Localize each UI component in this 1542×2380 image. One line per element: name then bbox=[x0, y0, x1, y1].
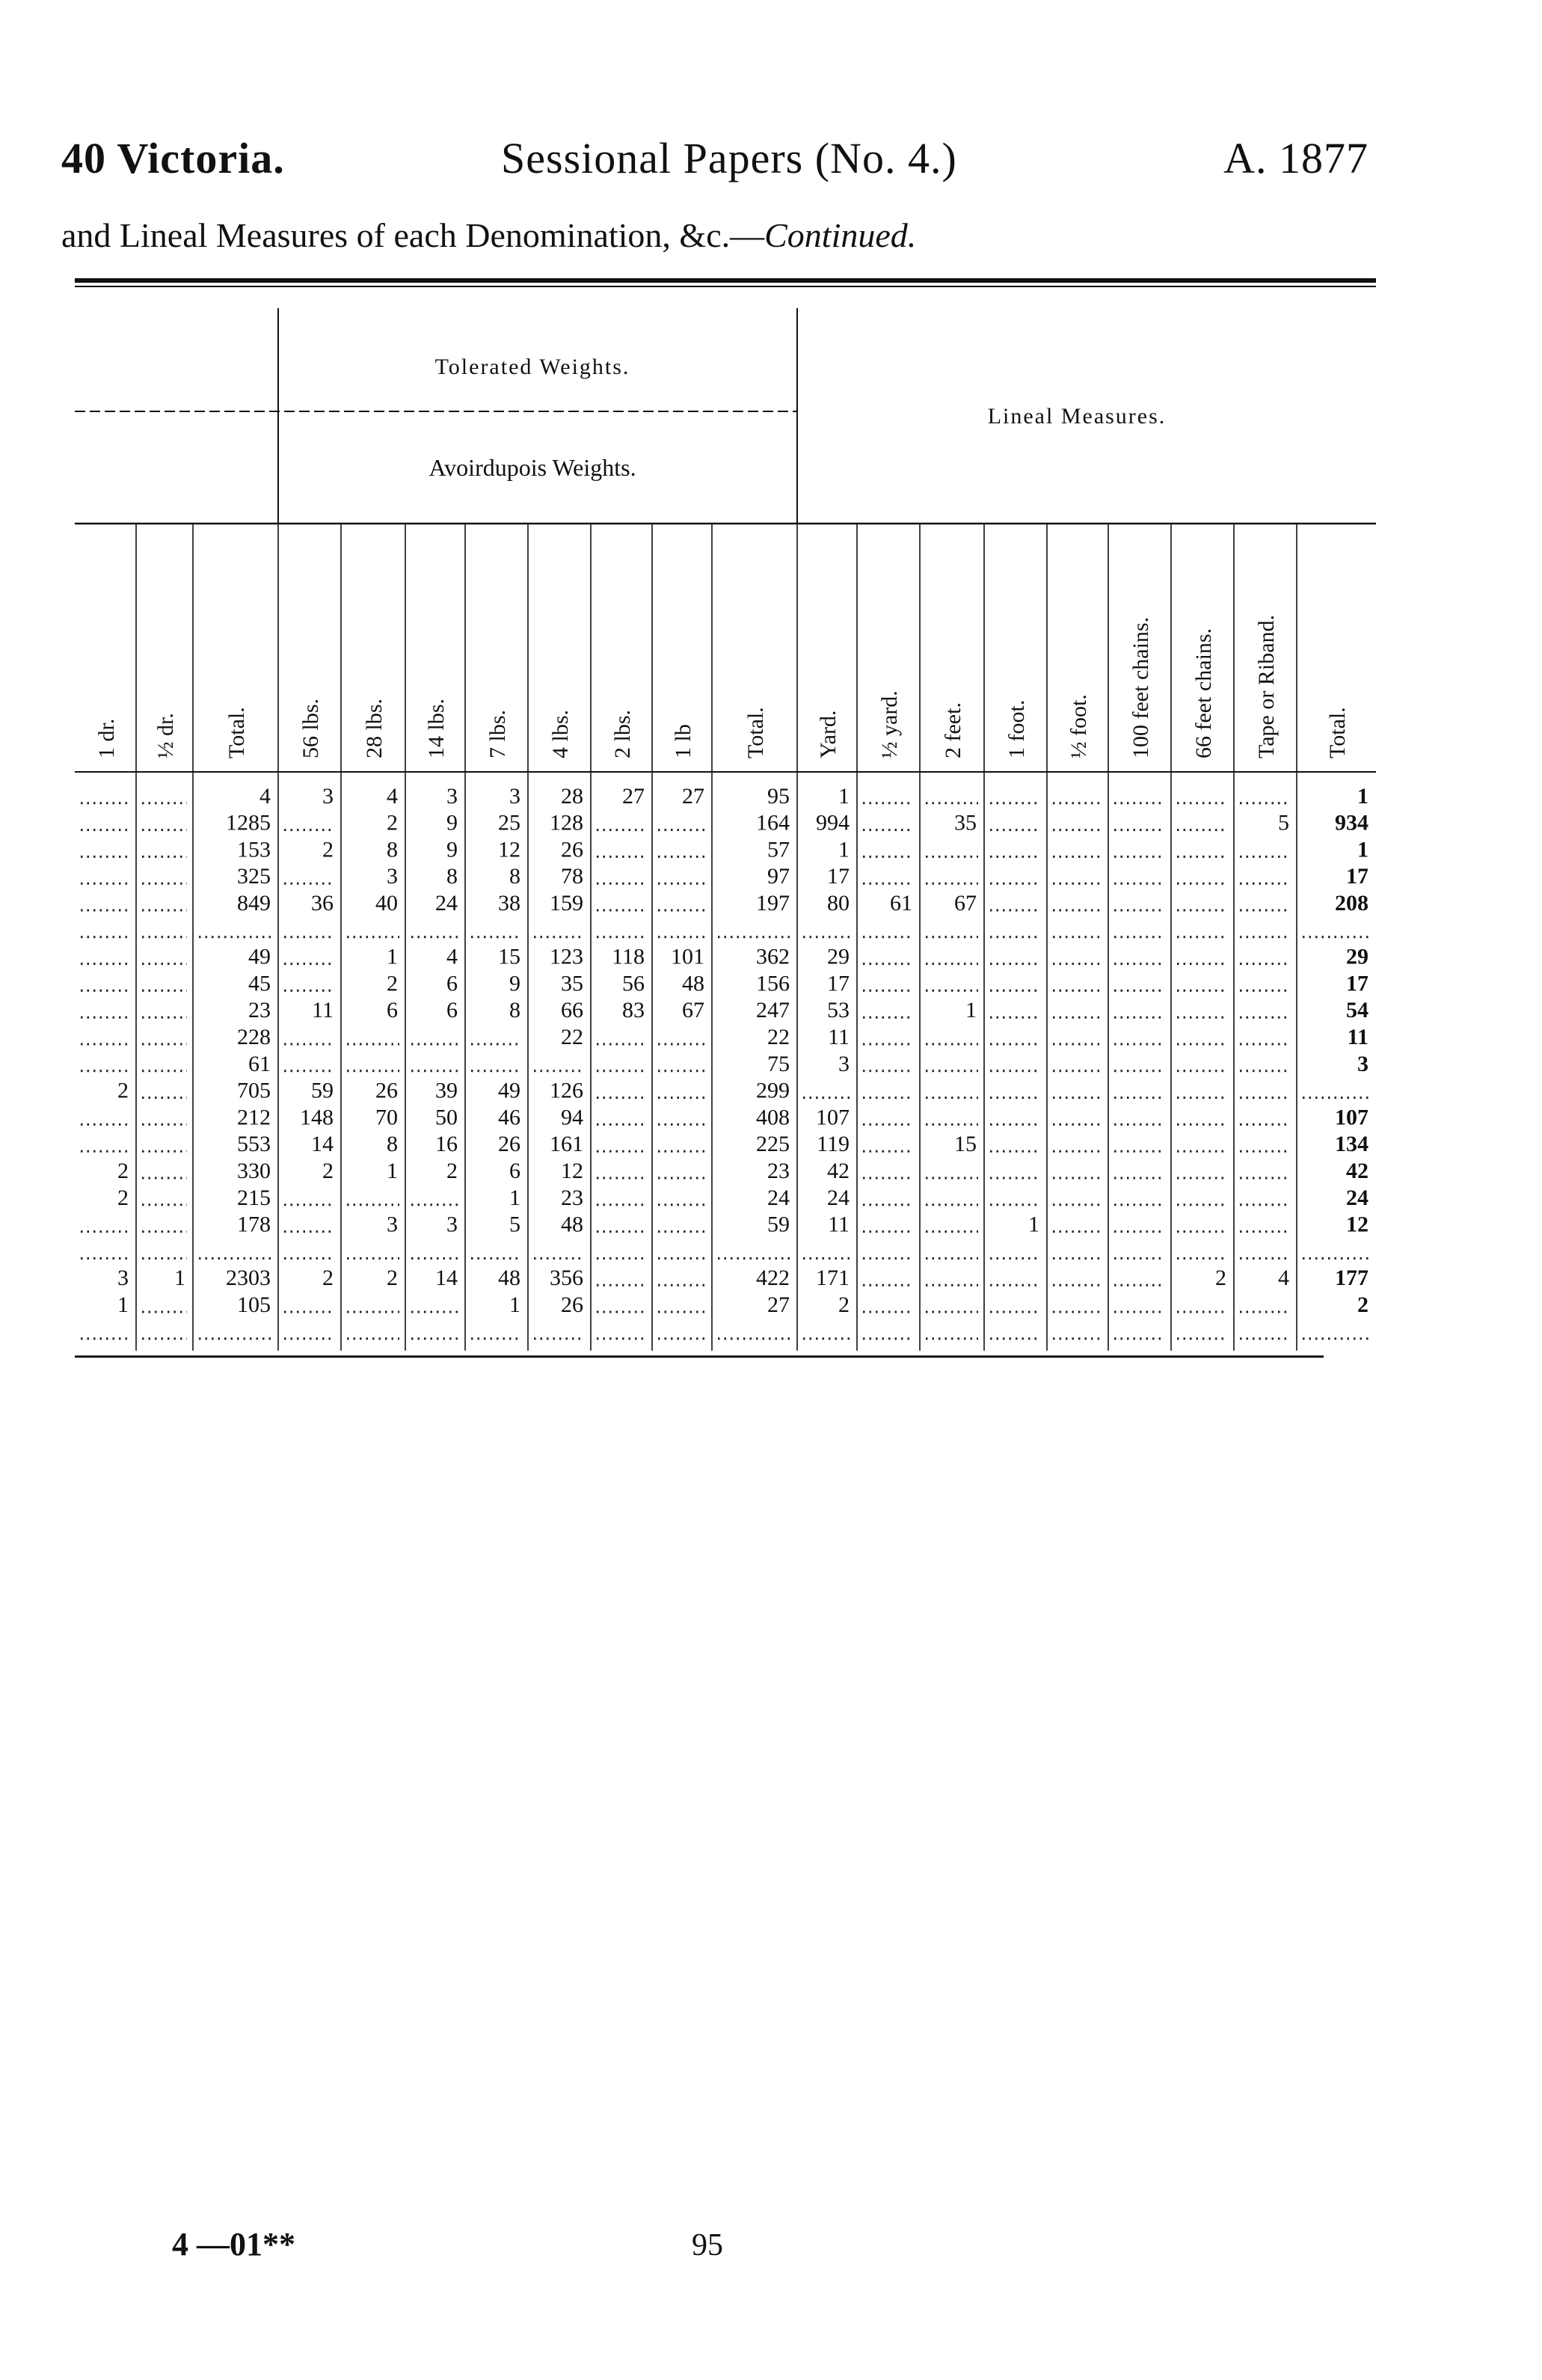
table-cell: 101 bbox=[671, 944, 704, 969]
table-cell: 2 bbox=[1357, 1292, 1369, 1317]
page-number: 95 bbox=[692, 2228, 723, 2263]
table-cell: 35 bbox=[954, 810, 977, 835]
table-row bbox=[81, 1105, 1369, 1129]
table-cell: 17 bbox=[827, 864, 850, 889]
column-header: Total. bbox=[1325, 707, 1350, 758]
table-row bbox=[81, 1025, 1369, 1049]
column-header: ½ yard. bbox=[877, 690, 902, 758]
column-header: 4 lbs. bbox=[548, 709, 573, 758]
table-cell: 156 bbox=[756, 971, 790, 996]
table-cell: 11 bbox=[1347, 1025, 1369, 1049]
table-cell: 22 bbox=[767, 1025, 790, 1049]
table-cell: 8 bbox=[387, 837, 398, 862]
column-header: 100 feet chains. bbox=[1128, 616, 1153, 758]
table-cell: 3 bbox=[117, 1266, 129, 1291]
table-cell: 14 bbox=[435, 1266, 458, 1291]
table-cell: 26 bbox=[498, 1132, 520, 1157]
table-row bbox=[81, 971, 1369, 996]
table-cell: 83 bbox=[622, 998, 645, 1023]
table-cell: 408 bbox=[756, 1105, 790, 1130]
table-cell: 9 bbox=[446, 837, 458, 862]
table-cell: 29 bbox=[1346, 944, 1369, 969]
table-cell: 1 bbox=[838, 783, 850, 809]
table-cell: 59 bbox=[311, 1078, 334, 1103]
table-cell: 1 bbox=[838, 837, 850, 862]
table-row bbox=[117, 1292, 1369, 1317]
table-cell: 66 bbox=[561, 998, 583, 1023]
table-cell: 8 bbox=[446, 864, 458, 889]
table-cell: 42 bbox=[1346, 1159, 1369, 1183]
table-cell: 12 bbox=[498, 837, 520, 862]
column-header: 2 lbs. bbox=[610, 709, 635, 758]
table-cell: 2 bbox=[446, 1159, 458, 1183]
table-cell: 70 bbox=[375, 1105, 398, 1130]
table-cell: 27 bbox=[682, 783, 704, 809]
table-row bbox=[81, 1052, 1369, 1076]
column-header: 56 lbs. bbox=[298, 698, 323, 758]
column-header: 7 lbs. bbox=[485, 709, 510, 758]
table-cell: 23 bbox=[248, 998, 271, 1023]
table-row bbox=[117, 1186, 1369, 1210]
table-cell: 705 bbox=[237, 1078, 271, 1103]
table-cell: 325 bbox=[237, 864, 271, 889]
table-cell: 299 bbox=[756, 1078, 790, 1103]
table-cell: 118 bbox=[612, 944, 645, 969]
table-row bbox=[81, 864, 1369, 889]
table-cell: 12 bbox=[1346, 1212, 1369, 1237]
table-row bbox=[117, 1159, 1369, 1183]
table-cell: 6 bbox=[446, 998, 458, 1023]
table-cell: 134 bbox=[1335, 1132, 1369, 1157]
table-cell: 8 bbox=[509, 864, 520, 889]
column-header: 14 lbs. bbox=[424, 698, 449, 758]
table-cell: 6 bbox=[446, 971, 458, 996]
table-cell: 3 bbox=[1357, 1051, 1369, 1076]
table-cell: 49 bbox=[248, 944, 271, 969]
table-cell: 23 bbox=[561, 1185, 583, 1210]
table-cell: 1 bbox=[1357, 837, 1369, 862]
table-cell: 1 bbox=[174, 1266, 185, 1291]
table-cell: 2 bbox=[322, 1159, 334, 1183]
table-cell: 54 bbox=[1346, 998, 1369, 1023]
table-cell: 197 bbox=[756, 891, 790, 915]
table-cell: 8 bbox=[509, 998, 520, 1023]
table-cell: 1 bbox=[1028, 1212, 1039, 1237]
table-cell: 849 bbox=[237, 891, 271, 915]
table-cell: 24 bbox=[827, 1185, 850, 1210]
table-cell: 49 bbox=[498, 1078, 520, 1103]
table-cell: 38 bbox=[498, 891, 520, 915]
table-cell: 3 bbox=[322, 783, 334, 809]
table-cell: 53 bbox=[827, 998, 850, 1023]
table-cell: 171 bbox=[816, 1266, 850, 1291]
table-cell: 2 bbox=[117, 1185, 129, 1210]
table-cell: 107 bbox=[816, 1105, 850, 1130]
table-cell: 148 bbox=[300, 1105, 334, 1130]
table-cell: 11 bbox=[828, 1212, 850, 1237]
table-cell: 3 bbox=[387, 1212, 398, 1237]
table-cell: 2 bbox=[1215, 1266, 1226, 1291]
table-cell: 27 bbox=[622, 783, 645, 809]
table-cell: 2 bbox=[117, 1159, 129, 1183]
table-row bbox=[117, 1079, 1370, 1103]
table-cell: 16 bbox=[435, 1132, 458, 1157]
table-cell: 356 bbox=[550, 1266, 583, 1291]
table-cell: 48 bbox=[498, 1266, 520, 1291]
table-cell: 2 bbox=[838, 1292, 850, 1317]
table-cell: 9 bbox=[446, 810, 458, 835]
table-cell: 25 bbox=[498, 810, 520, 835]
table-cell: 178 bbox=[237, 1212, 271, 1237]
header-right: A. 1877 bbox=[1223, 134, 1369, 183]
footer-signature-mark: 4 —01** bbox=[172, 2226, 295, 2263]
table-cell: 5 bbox=[509, 1212, 520, 1237]
table-cell: 128 bbox=[550, 810, 583, 835]
table-cell: 362 bbox=[756, 944, 790, 969]
table-cell: 3 bbox=[446, 1212, 458, 1237]
table-cell: 1285 bbox=[226, 810, 271, 835]
table-cell: 61 bbox=[890, 891, 912, 915]
table-cell: 208 bbox=[1335, 891, 1369, 915]
table-cell: 2 bbox=[117, 1078, 129, 1103]
table-cell: 2303 bbox=[226, 1266, 271, 1291]
subtitle-main: and Lineal Measures of each Denomination, &c.— bbox=[61, 216, 765, 254]
table-cell: 61 bbox=[248, 1051, 271, 1076]
table-cell: 3 bbox=[446, 783, 458, 809]
table-cell: 1 bbox=[387, 1159, 398, 1183]
table-cell: 934 bbox=[1335, 810, 1369, 835]
table-row bbox=[81, 784, 1369, 809]
table-row bbox=[81, 998, 1369, 1022]
table-cell: 22 bbox=[561, 1025, 583, 1049]
column-header: ½ dr. bbox=[153, 713, 178, 758]
table-cell: 9 bbox=[509, 971, 520, 996]
table-cell: 2 bbox=[387, 971, 398, 996]
column-header: 2 feet. bbox=[941, 702, 965, 758]
table-body bbox=[81, 784, 1370, 1339]
column-header: 1 lb bbox=[671, 724, 695, 758]
table-cell: 1 bbox=[387, 944, 398, 969]
table-cell: 26 bbox=[561, 837, 583, 862]
table-cell: 17 bbox=[1346, 971, 1369, 996]
table-cell: 3 bbox=[509, 783, 520, 809]
table-cell: 107 bbox=[1335, 1105, 1369, 1130]
table-cell: 78 bbox=[561, 864, 583, 889]
table-cell: 4 bbox=[446, 944, 458, 969]
column-header: Tape or Riband. bbox=[1254, 614, 1279, 758]
table-cell: 177 bbox=[1335, 1266, 1369, 1291]
table-cell: 48 bbox=[682, 971, 704, 996]
table-cell: 4 bbox=[387, 783, 398, 809]
table-row bbox=[81, 811, 1369, 835]
table-cell: 119 bbox=[817, 1132, 850, 1157]
table-cell: 2 bbox=[387, 810, 398, 835]
column-headers bbox=[94, 615, 1350, 758]
table-cell: 3 bbox=[387, 864, 398, 889]
table-cell: 4 bbox=[1278, 1266, 1289, 1291]
table-cell: 12 bbox=[561, 1159, 583, 1183]
table-cell: 330 bbox=[237, 1159, 271, 1183]
table-cell: 3 bbox=[838, 1051, 850, 1076]
table-cell: 59 bbox=[767, 1212, 790, 1237]
table-row bbox=[81, 1212, 1369, 1237]
table-cell: 123 bbox=[550, 944, 583, 969]
table-cell: 26 bbox=[561, 1292, 583, 1317]
table-cell: 164 bbox=[756, 810, 790, 835]
subtitle-continued: Continued. bbox=[764, 216, 917, 254]
column-header: 1 foot. bbox=[1004, 699, 1029, 758]
table-cell: 159 bbox=[550, 891, 583, 915]
table-cell: 24 bbox=[1346, 1185, 1369, 1210]
table-cell: 48 bbox=[561, 1212, 583, 1237]
table-cell: 422 bbox=[756, 1266, 790, 1291]
table-cell: 247 bbox=[756, 998, 790, 1023]
table-cell: 29 bbox=[827, 944, 850, 969]
table-row bbox=[81, 945, 1369, 969]
table-cell: 56 bbox=[622, 971, 645, 996]
table-cell: 994 bbox=[816, 810, 850, 835]
table-cell: 46 bbox=[498, 1105, 520, 1130]
table-cell: 2 bbox=[387, 1266, 398, 1291]
header-center: Sessional Papers (No. 4.) bbox=[501, 134, 957, 183]
table-cell: 1 bbox=[509, 1185, 520, 1210]
table-cell: 553 bbox=[237, 1132, 271, 1157]
table-cell: 126 bbox=[550, 1078, 583, 1103]
table-cell: 105 bbox=[237, 1292, 271, 1317]
table-cell: 23 bbox=[767, 1159, 790, 1183]
table-cell: 45 bbox=[248, 971, 271, 996]
table-cell: 57 bbox=[767, 837, 790, 862]
table-cell: 1 bbox=[965, 998, 977, 1023]
table-cell: 1 bbox=[1357, 783, 1369, 809]
table-cell: 35 bbox=[561, 971, 583, 996]
table-row bbox=[81, 837, 1369, 862]
table-cell: 67 bbox=[682, 998, 704, 1023]
table-cell: 97 bbox=[767, 864, 790, 889]
table-cell: 161 bbox=[550, 1132, 583, 1157]
table-cell: 42 bbox=[827, 1159, 850, 1183]
table-cell: 14 bbox=[311, 1132, 334, 1157]
table-cell: 5 bbox=[1278, 810, 1289, 835]
table-cell: 8 bbox=[387, 1132, 398, 1157]
table-cell: 153 bbox=[237, 837, 271, 862]
column-header: 28 lbs. bbox=[362, 698, 387, 758]
table-cell: 40 bbox=[375, 891, 398, 915]
column-header: 1 dr. bbox=[94, 718, 119, 758]
table-cell: 215 bbox=[237, 1185, 271, 1210]
column-header: Total. bbox=[743, 707, 768, 758]
table-cell: 15 bbox=[498, 944, 520, 969]
table-cell: 15 bbox=[954, 1132, 977, 1157]
table-cell: 26 bbox=[375, 1078, 398, 1103]
table-cell: 212 bbox=[237, 1105, 271, 1130]
group-header-lineal-measures: Lineal Measures. bbox=[987, 404, 1167, 429]
column-header: Total. bbox=[224, 707, 249, 758]
table-cell: 24 bbox=[767, 1185, 790, 1210]
table-cell: 2 bbox=[322, 1266, 334, 1291]
table-row bbox=[81, 891, 1369, 915]
table-cell: 36 bbox=[311, 891, 334, 915]
table-cell: 94 bbox=[561, 1105, 583, 1130]
table-cell: 11 bbox=[828, 1025, 850, 1049]
table-cell: 1 bbox=[117, 1292, 129, 1317]
column-header: Yard. bbox=[816, 710, 841, 758]
group-header-avoirdupois-weights: Avoirdupois Weights. bbox=[428, 454, 636, 481]
table-cell: 228 bbox=[237, 1025, 271, 1049]
table-cell: 75 bbox=[767, 1051, 790, 1076]
header-left: 40 Victoria. bbox=[61, 134, 285, 183]
column-header: ½ foot. bbox=[1066, 694, 1091, 758]
table-cell: 6 bbox=[509, 1159, 520, 1183]
table-cell: 225 bbox=[756, 1132, 790, 1157]
table-cell: 1 bbox=[509, 1292, 520, 1317]
table-cell: 17 bbox=[827, 971, 850, 996]
table-cell: 11 bbox=[312, 998, 334, 1023]
table-cell: 27 bbox=[767, 1292, 790, 1317]
group-header-tolerated-weights: Tolerated Weights. bbox=[434, 355, 630, 379]
table-cell: 6 bbox=[387, 998, 398, 1023]
table-cell: 4 bbox=[259, 783, 271, 809]
table-cell: 17 bbox=[1346, 864, 1369, 889]
table-cell: 39 bbox=[435, 1078, 458, 1103]
table-row bbox=[117, 1266, 1369, 1290]
table-cell: 80 bbox=[827, 891, 850, 915]
table-cell: 2 bbox=[322, 837, 334, 862]
table-cell: 28 bbox=[561, 783, 583, 809]
table-cell: 95 bbox=[767, 783, 790, 809]
column-header: 66 feet chains. bbox=[1191, 628, 1216, 758]
table-cell: 24 bbox=[435, 891, 458, 915]
table-cell: 67 bbox=[954, 891, 977, 915]
table-cell: 50 bbox=[435, 1105, 458, 1130]
table-row bbox=[81, 1132, 1369, 1156]
